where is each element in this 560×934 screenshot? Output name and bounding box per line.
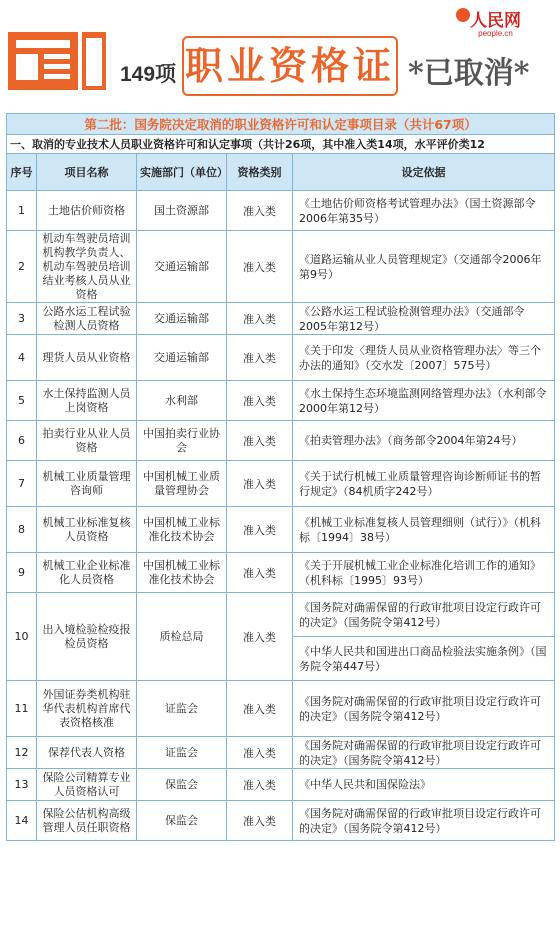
department: 交通运输部	[137, 303, 227, 335]
department: 水利部	[137, 381, 227, 421]
legal-basis: 《关于试行机械工业质量管理咨询诊断师证书的暂行规定》（84机质字242号）	[293, 461, 555, 507]
category: 准入类	[227, 769, 293, 801]
table-row	[7, 553, 555, 593]
qualification-table	[6, 113, 555, 841]
item-name: 保荐代表人资格	[37, 737, 137, 769]
legal-basis: 《水土保持生态环境监测网络管理办法》（水利部令2000年第12号）	[293, 381, 555, 421]
row-number: 10	[7, 593, 37, 681]
legal-basis: 《国务院对确需保留的行政审批项目设定行政许可的决定》（国务院令第412号）	[293, 593, 555, 637]
column-header-name: 项目名称	[37, 154, 137, 191]
page-title: 职业资格证	[182, 36, 398, 96]
category: 准入类	[227, 303, 293, 335]
department: 中国拍卖行业协会	[137, 421, 227, 461]
department: 保监会	[137, 801, 227, 841]
row-number: 5	[7, 381, 37, 421]
item-name: 拍卖行业从业人员资格	[37, 421, 137, 461]
table-row	[7, 769, 555, 801]
legal-basis: 《国务院对确需保留的行政审批项目设定行政许可的决定》（国务院令第412号）	[293, 681, 555, 737]
legal-basis: 《公路水运工程试验检测管理办法》（交通部令2005年第12号）	[293, 303, 555, 335]
legal-basis: 《国务院对确需保留的行政审批项目设定行政许可的决定》（国务院令第412号）	[293, 801, 555, 841]
item-name: 水土保持监测人员上岗资格	[37, 381, 137, 421]
item-name: 理货人员从业资格	[37, 335, 137, 381]
legal-basis: 《国务院对确需保留的行政审批项目设定行政许可的决定》（国务院令第412号）	[293, 737, 555, 769]
column-header-no: 序号	[7, 154, 37, 191]
table-row	[7, 593, 555, 637]
table-body	[7, 191, 555, 841]
department: 中国机械工业标准化技术协会	[137, 553, 227, 593]
category: 准入类	[227, 461, 293, 507]
row-number: 12	[7, 737, 37, 769]
table-row	[7, 801, 555, 841]
category: 准入类	[227, 421, 293, 461]
category: 准入类	[227, 681, 293, 737]
row-number: 9	[7, 553, 37, 593]
batch-title: 第二批：国务院决定取消的职业资格许可和认定事项目录（共计67项）	[7, 114, 555, 135]
row-number: 3	[7, 303, 37, 335]
department: 国土资源部	[137, 191, 227, 231]
row-number: 11	[7, 681, 37, 737]
legal-basis: 《中华人民共和国保险法》	[293, 769, 555, 801]
department: 中国机械工业质量管理协会	[137, 461, 227, 507]
item-name: 机械工业企业标准化人员资格	[37, 553, 137, 593]
section-title: 一、取消的专业技术人员职业资格许可和认定事项（共计26项，其中准入类14项，水平评价类12	[7, 135, 555, 154]
item-name: 外国证券类机构驻华代表机构首席代表资格核准	[37, 681, 137, 737]
category: 准入类	[227, 335, 293, 381]
department: 质检总局	[137, 593, 227, 681]
row-number: 4	[7, 335, 37, 381]
legal-basis: 《关于印发〈理货人员从业资格管理办法〉等三个办法的通知》（交水发〔2007〕575号）	[293, 335, 555, 381]
column-header-dept: 实施部门（单位）	[137, 154, 227, 191]
item-count: 149项	[120, 63, 177, 86]
table-row	[7, 191, 555, 231]
page-header	[0, 0, 560, 108]
department: 中国机械工业标准化技术协会	[137, 507, 227, 553]
column-header-category: 资格类别	[227, 154, 293, 191]
legal-basis: 《土地估价师资格考试管理办法》（国土资源部令2006年第35号）	[293, 191, 555, 231]
brand-name: 人民网	[470, 11, 521, 31]
item-name: 机动车驾驶员培训机构教学负责人、机动车驾驶员培训结业考核人员从业资格	[37, 231, 137, 303]
table-row	[7, 335, 555, 381]
table-row	[7, 381, 555, 421]
item-name: 公路水运工程试验检测人员资格	[37, 303, 137, 335]
row-number: 14	[7, 801, 37, 841]
department: 交通运输部	[137, 335, 227, 381]
legal-basis: 《机械工业标准复核人员管理细则（试行）》（机科标〔1994〕38号）	[293, 507, 555, 553]
category: 准入类	[227, 191, 293, 231]
table-row	[7, 421, 555, 461]
brand-domain: people.cn	[478, 29, 513, 38]
table-row	[7, 681, 555, 737]
item-name: 保险公估机构高级管理人员任职资格	[37, 801, 137, 841]
item-name: 保险公司精算专业人员资格认可	[37, 769, 137, 801]
category: 准入类	[227, 507, 293, 553]
legal-basis: 《中华人民共和国进出口商品检验法实施条例》（国务院令第447号）	[293, 637, 555, 681]
category: 准入类	[227, 381, 293, 421]
legal-basis: 《道路运输从业人员管理规定》（交通部令2006年第9号）	[293, 231, 555, 303]
brand-logo	[470, 6, 521, 38]
category: 准入类	[227, 737, 293, 769]
table-row	[7, 231, 555, 303]
newspaper-icon	[6, 28, 110, 94]
row-number: 6	[7, 421, 37, 461]
table-row	[7, 303, 555, 335]
item-name: 土地估价师资格	[37, 191, 137, 231]
department: 保监会	[137, 769, 227, 801]
row-number: 13	[7, 769, 37, 801]
category: 准入类	[227, 553, 293, 593]
legal-basis: 《拍卖管理办法》（商务部令2004年第24号）	[293, 421, 555, 461]
item-name: 机械工业质量管理咨询师	[37, 461, 137, 507]
department: 证监会	[137, 681, 227, 737]
brand-logo-icon	[456, 8, 470, 22]
table-row	[7, 507, 555, 553]
column-header-basis: 设定依据	[293, 154, 555, 191]
item-name: 出入境检验检疫报检员资格	[37, 593, 137, 681]
table-row	[7, 461, 555, 507]
row-number: 2	[7, 231, 37, 303]
department: 证监会	[137, 737, 227, 769]
legal-basis: 《关于开展机械工业企业标准化培训工作的通知》（机科标〔1995〕93号）	[293, 553, 555, 593]
cancelled-label: *已取消*	[408, 56, 530, 91]
row-number: 8	[7, 507, 37, 553]
category: 准入类	[227, 801, 293, 841]
table-row	[7, 737, 555, 769]
category: 准入类	[227, 231, 293, 303]
row-number: 7	[7, 461, 37, 507]
department: 交通运输部	[137, 231, 227, 303]
item-name: 机械工业标准复核人员资格	[37, 507, 137, 553]
row-number: 1	[7, 191, 37, 231]
category: 准入类	[227, 593, 293, 681]
